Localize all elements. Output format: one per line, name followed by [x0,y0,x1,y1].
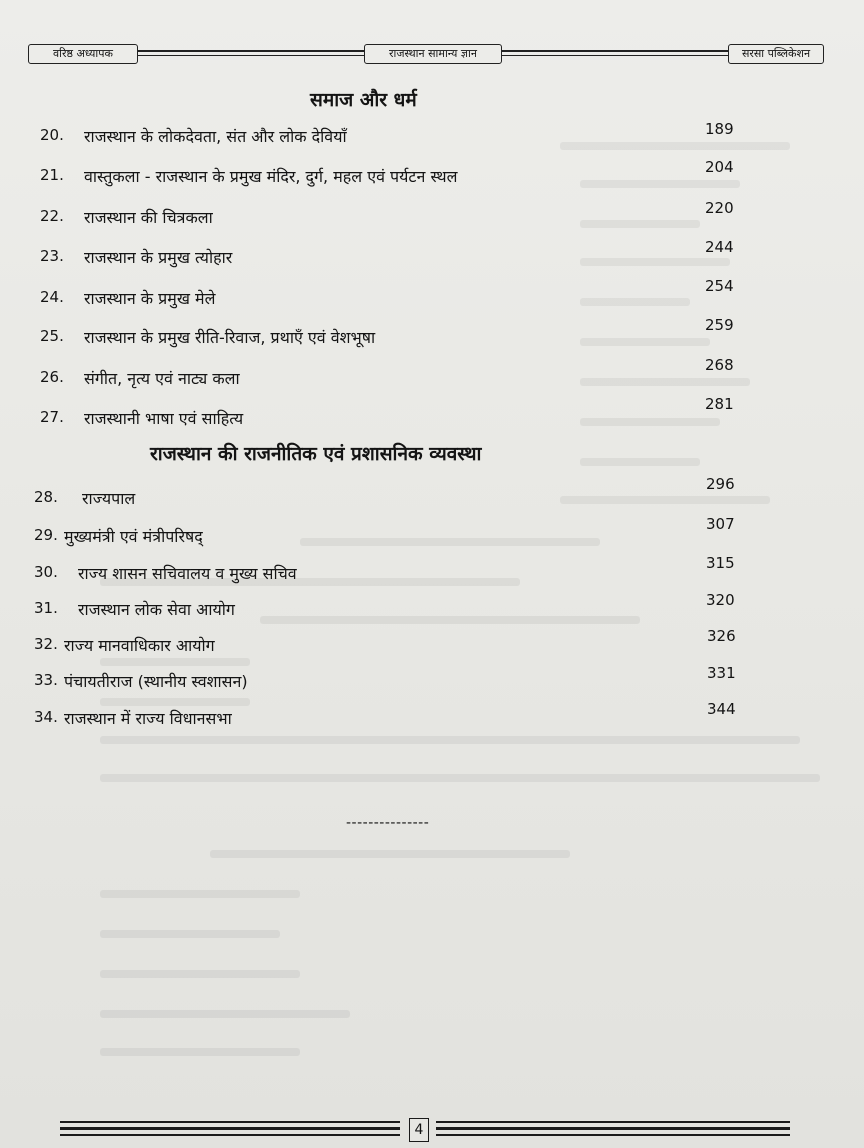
footer-rule [60,1134,400,1136]
toc-entry [0,238,864,271]
entry-number: 21. [40,166,64,184]
toc-entry [0,627,864,659]
entry-number: 23. [40,247,64,265]
footer-rule [60,1127,400,1130]
toc-entry [0,199,864,231]
entry-number: 24. [40,288,64,306]
entry-title: राज्यपाल [82,489,136,508]
entry-page: 307 [706,515,735,533]
entry-page: 220 [705,199,734,217]
entry-number: 34. [34,708,58,726]
entry-number: 31. [34,599,58,617]
entry-page: 254 [705,277,734,295]
toc-entry [0,554,864,587]
footer-rule [436,1134,790,1136]
entry-title: राजस्थानी भाषा एवं साहित्य [84,409,244,428]
entry-title: मुख्यमंत्री एवं मंत्रीपरिषद् [64,527,203,546]
entry-title: राज्य शासन सचिवालय व मुख्य सचिव [78,564,297,583]
entry-page: 259 [705,316,734,334]
entry-page: 204 [705,158,734,176]
entry-number: 30. [34,563,58,581]
entry-page: 281 [705,395,734,413]
toc-entry [0,316,864,351]
entry-number: 33. [34,671,58,689]
entry-title: संगीत, नृत्य एवं नाट्य कला [84,369,240,388]
entry-number: 32. [34,635,58,653]
entry-page: 326 [707,627,736,645]
section-title-politics-administration: राजस्थान की राजनीतिक एवं प्रशासनिक व्यवस्था [150,443,482,465]
entry-title: राजस्थान के लोकदेवता, संत और लोक देवियाँ [84,127,347,146]
entry-page: 268 [705,356,734,374]
entry-number: 28. [34,488,58,506]
entry-title: राजस्थान में राज्य विधानसभा [64,709,232,728]
footer-rule [436,1121,790,1123]
entry-page: 296 [706,475,735,493]
section-divider: --------------- [346,815,430,831]
toc-entry [0,158,864,190]
entry-title: राजस्थान के प्रमुख रीति-रिवाज, प्रथाएँ एवं वेशभूषा [84,328,376,347]
toc-entry [0,700,864,732]
entry-number: 20. [40,126,64,144]
entry-title: पंचायतीराज (स्थानीय स्वशासन) [64,672,248,691]
header-center-label: राजस्थान सामान्य ज्ञान [364,44,502,64]
entry-number: 27. [40,408,64,426]
toc-entry [0,277,864,312]
toc-entry [0,515,864,550]
entry-page: 244 [705,238,734,256]
entry-page: 189 [705,120,734,138]
entry-number: 22. [40,207,64,225]
toc-entry [0,356,864,392]
page-number: 4 [409,1118,429,1142]
footer-rule [60,1121,400,1123]
header-right-label: सरसा पब्लिकेशन [728,44,824,64]
footer-rule [436,1127,790,1130]
entry-title: वास्तुकला - राजस्थान के प्रमुख मंदिर, दुर्ग, महल एवं पर्यटन स्थल [84,167,458,186]
entry-title: राजस्थान की चित्रकला [84,208,213,227]
header-left-label: वरिष्ठ अध्यापक [28,44,138,64]
entry-number: 25. [40,327,64,345]
entry-page: 315 [706,554,735,572]
entry-number: 29. [34,526,58,544]
toc-entry [0,591,864,623]
toc-entry [0,475,864,512]
entry-page: 344 [707,700,736,718]
entry-page: 331 [707,664,736,682]
toc-entry [0,120,864,150]
entry-title: राज्य मानवाधिकार आयोग [64,636,215,655]
entry-title: राजस्थान के प्रमुख मेले [84,289,216,308]
entry-title: राजस्थान लोक सेवा आयोग [78,600,235,619]
toc-entry [0,395,864,432]
entry-title: राजस्थान के प्रमुख त्योहार [84,248,233,267]
section-title-society-religion: समाज और धर्म [310,89,417,111]
entry-number: 26. [40,368,64,386]
entry-page: 320 [706,591,735,609]
toc-entry [0,664,864,695]
